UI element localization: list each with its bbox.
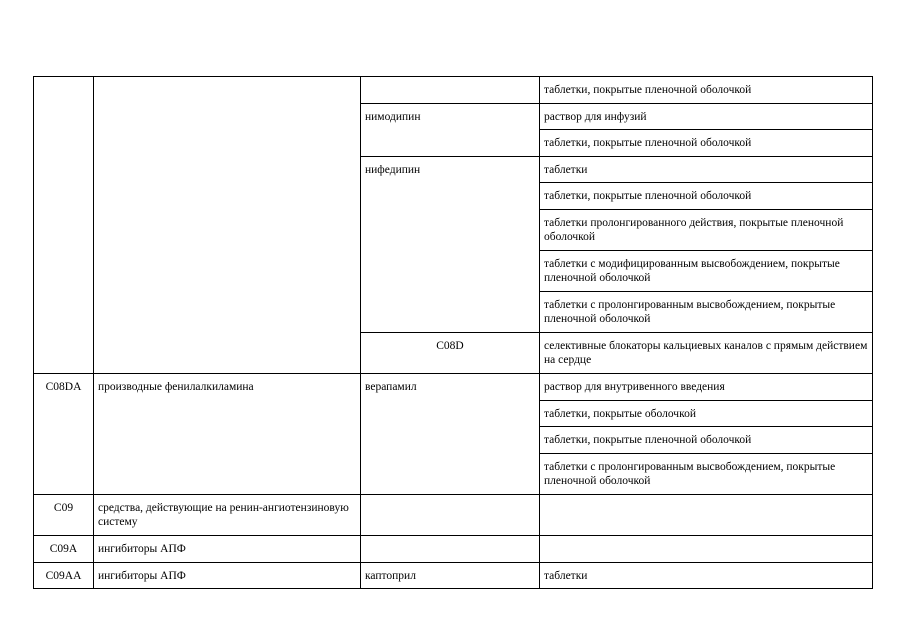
atc-code-cell: C09A: [34, 536, 94, 563]
atc-code-cell: [34, 77, 94, 374]
dosage-form-cell: таблетки: [540, 157, 873, 183]
dosage-form-cell: раствор для инфузий: [540, 104, 873, 130]
group-name-cell: ингибиторы АПФ: [94, 563, 361, 589]
group-name-cell: средства, действующие на ренин-ангиотензиновую систему: [94, 495, 361, 536]
table-row: [34, 77, 873, 104]
drug-name-cell: [361, 77, 540, 104]
table-row: [34, 563, 873, 589]
group-name-cell: производные фенилалкиламина: [94, 374, 361, 495]
group-name-cell: ингибиторы АПФ: [94, 536, 361, 563]
dosage-form-cell: таблетки, покрытые оболочкой: [540, 401, 873, 427]
dosage-form-cell: таблетки с пролонгированным высвобождением, покрытые пленочной оболочкой: [540, 292, 873, 333]
drug-name-cell: [361, 495, 540, 536]
dosage-form-cell: таблетки, покрытые пленочной оболочкой: [540, 77, 873, 104]
drug-name-cell: нифедипин: [361, 157, 540, 333]
dosage-form-cell: [540, 495, 873, 536]
atc-code-cell: C08DA: [34, 374, 94, 495]
drug-name-cell: [361, 536, 540, 563]
group-name-cell: селективные блокаторы кальциевых каналов с прямым действием на сердце: [540, 333, 873, 374]
atc-code-cell: C09: [34, 495, 94, 536]
dosage-form-cell: таблетки: [540, 563, 873, 589]
table-row: [34, 495, 873, 536]
drug-name-cell: верапамил: [361, 374, 540, 495]
dosage-form-cell: раствор для внутривенного введения: [540, 374, 873, 401]
dosage-form-cell: таблетки пролонгированного действия, покрытые пленочной оболочкой: [540, 210, 873, 251]
group-name-cell: [94, 77, 361, 374]
dosage-form-cell: [540, 536, 873, 563]
drug-name-cell: каптоприл: [361, 563, 540, 589]
dosage-form-cell: таблетки, покрытые пленочной оболочкой: [540, 427, 873, 454]
dosage-form-cell: таблетки с пролонгированным высвобождением, покрытые пленочной оболочкой: [540, 454, 873, 495]
dosage-form-cell: таблетки с модифицированным высвобождением, покрытые пленочной оболочкой: [540, 251, 873, 292]
atc-code-cell: C08D: [361, 333, 540, 374]
dosage-form-cell: таблетки, покрытые пленочной оболочкой: [540, 183, 873, 210]
drug-table: [33, 76, 873, 589]
drug-name-cell: нимодипин: [361, 104, 540, 157]
atc-code-cell: C09AA: [34, 563, 94, 589]
table-row: [34, 374, 873, 401]
dosage-form-cell: таблетки, покрытые пленочной оболочкой: [540, 130, 873, 157]
table-row: [34, 536, 873, 563]
